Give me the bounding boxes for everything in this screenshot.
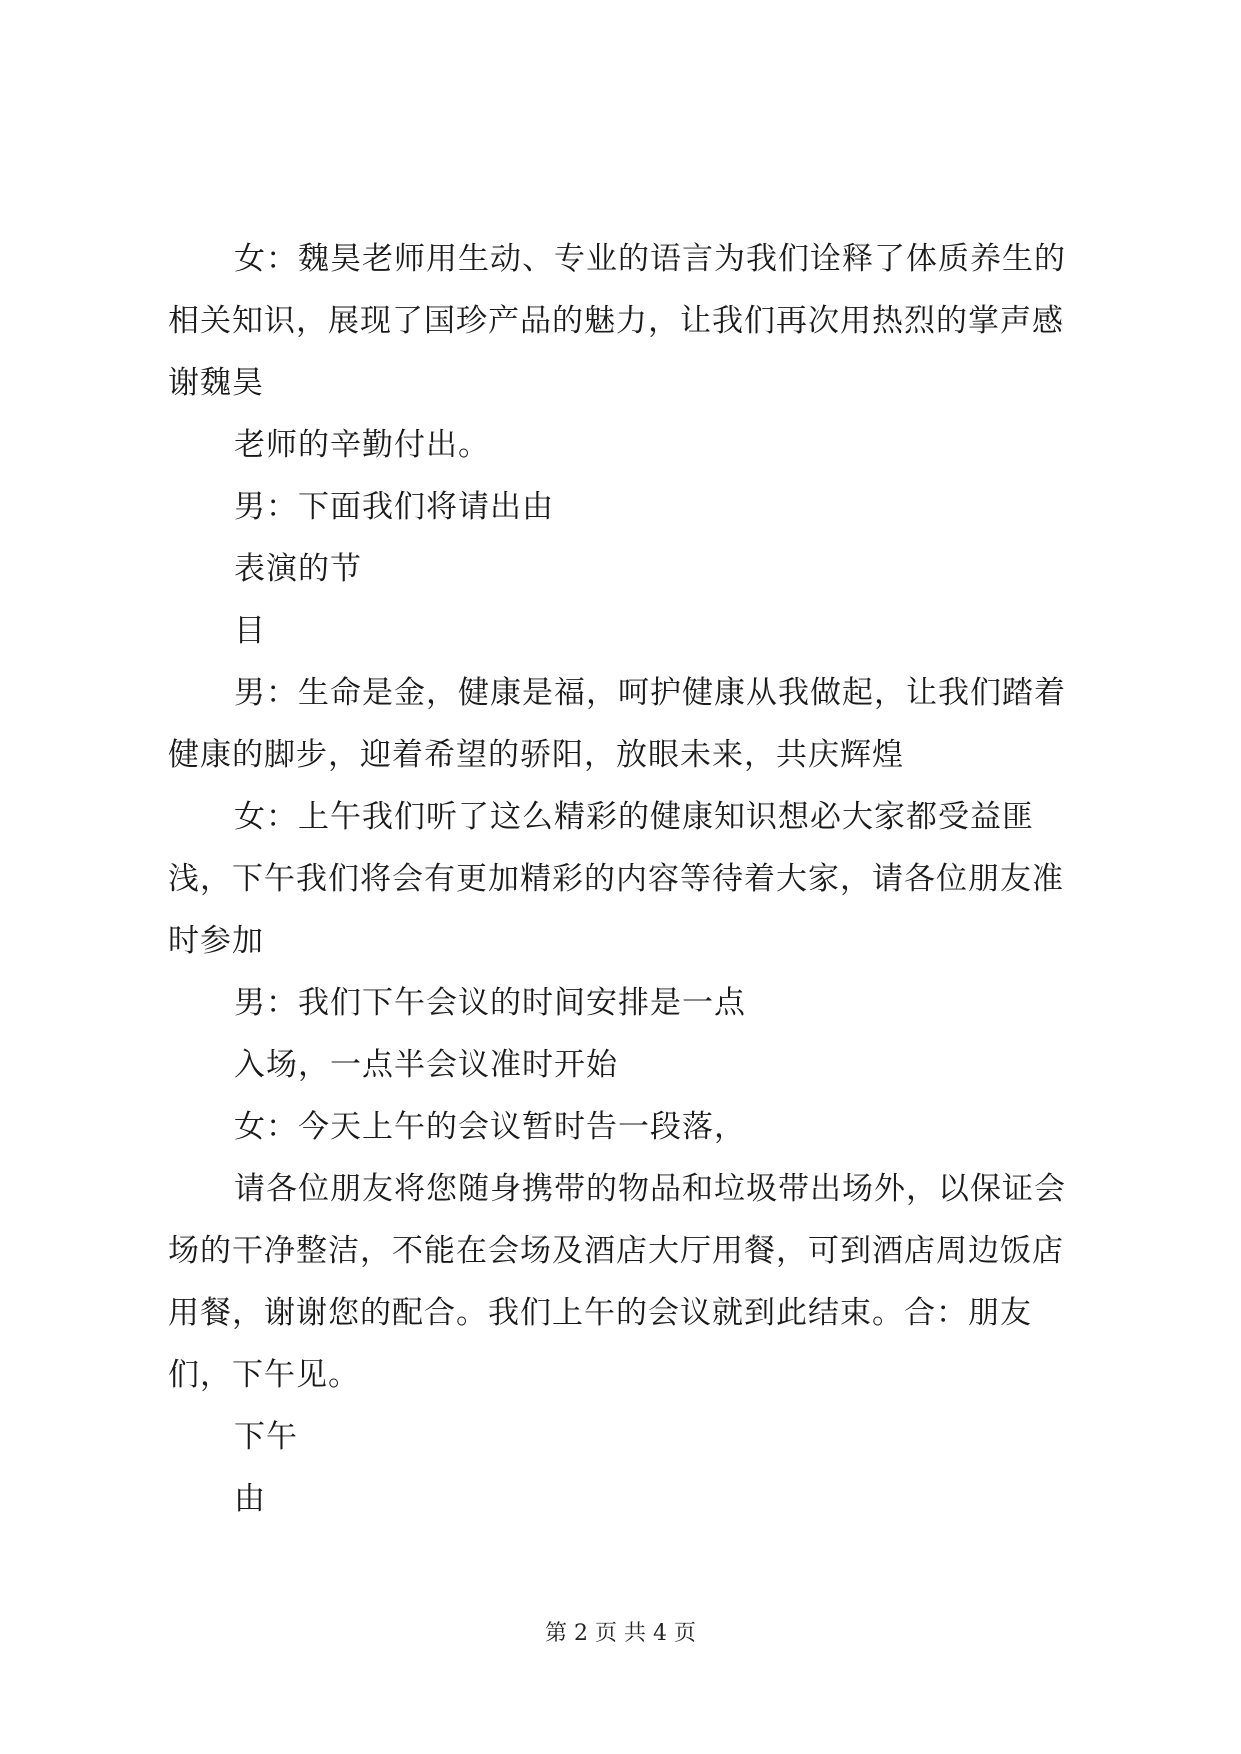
paragraph: 目 [234, 613, 266, 649]
page-number-footer: 第 2 页 共 4 页 [545, 1621, 696, 1646]
paragraph: 女：魏昊老师用生动、专业的语言为我们诠释了体质养生的相关知识，展现了国珍产品的魅力，让我们再次用热烈的掌声感谢魏昊 [168, 241, 1066, 401]
paragraph: 老师的辛勤付出。 [234, 427, 490, 463]
paragraph: 女：今天上午的会议暂时告一段落， [234, 1109, 746, 1145]
paragraph: 请各位朋友将您随身携带的物品和垃圾带出场外，以保证会场的干净整洁，不能在会场及酒店大厅用餐，可到酒店周边饭店用餐，谢谢您的配合。我们上午的会议就到此结束。合：朋友们，下午见。 [168, 1171, 1066, 1393]
paragraph: 表演的节 [234, 551, 362, 587]
paragraph: 男：我们下午会议的时间安排是一点 [234, 985, 746, 1021]
paragraph: 男：生命是金，健康是福，呵护健康从我做起，让我们踏着健康的脚步，迎着希望的骄阳，放眼未来，共庆辉煌 [168, 675, 1066, 773]
paragraph: 入场，一点半会议准时开始 [234, 1047, 618, 1083]
paragraph: 男：下面我们将请出由 [234, 489, 554, 525]
paragraph: 下午 [234, 1419, 298, 1455]
paragraph: 女：上午我们听了这么精彩的健康知识想必大家都受益匪浅，下午我们将会有更加精彩的内容等待着大家，请各位朋友准时参加 [168, 799, 1064, 959]
document-body [168, 228, 1088, 1530]
paragraph: 由 [234, 1481, 266, 1517]
